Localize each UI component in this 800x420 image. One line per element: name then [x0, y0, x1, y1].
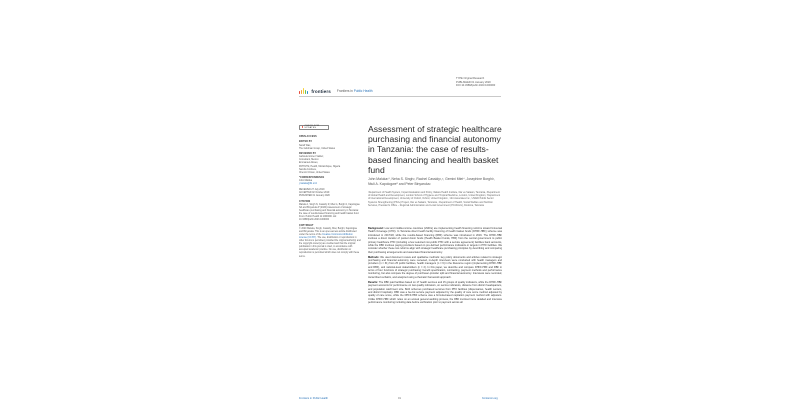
published-date: PUBLISHED 01 January 2020	[299, 195, 330, 198]
logo-bar	[307, 91, 308, 94]
copyright-text	[299, 228, 361, 259]
license-terms: The use, distribution or reproduction in other forums is permitted, provided the original author(s) and the copyright owner(s) are credited and that the original publication in this journal is cited, in accordance with accepted academic practice. No use, distribution or reproduction is permitted which does not comply with these terms.	[299, 236, 361, 258]
methods-text: We used document review and qualitative methods: key policy documents and articles related to strategic purchasing and financial autonomy were reviewed, in-depth interviews were conducted with health managers and providers (n = 31) from 25 public facilities, health managers (n = 6) in the Resource region (implementing DHFF-HBF and RBF), and national-level stakeholders (n = 2). In this paper, we describe and compare DHFF-HBF and RBF in terms of four functions of strategic purchasing: benefit specification, contracting, payment methods and performance monitoring, but also compare the degree of purchaser-provider split and financial autonomy. Interviews were recorded, transcribed verbatim, and analyzed using a thematic framework approach.	[368, 255, 502, 279]
footer-page-number: 01	[398, 397, 401, 400]
header-divider	[299, 96, 501, 97]
journal-header	[299, 88, 373, 94]
check-updates-icon	[302, 126, 304, 128]
accepted-date: ACCEPTED 02 October 2019	[299, 191, 330, 194]
editor-affiliation: The Goldman Group, United States	[299, 147, 336, 150]
methods-label: Methods:	[368, 255, 380, 259]
reviewer-line: Chenzo Climan, United States	[299, 171, 330, 174]
frontiers-logo-icon	[299, 88, 308, 94]
open-access-label: OPEN ACCESS	[299, 136, 317, 138]
editor-name: Sarah Wax,	[299, 144, 311, 147]
check-updates-button[interactable]	[299, 125, 329, 130]
background-text: Low and middle-income countries (LMICs) are implementing health financing reforms toward Universal Health Coverage (UHC). In Tanzania direct health facility financing of health basket funds (DHFF-HBF) scheme was introduced in 2017/18, while the results-based financing (RBF) scheme was introduced in 2016. The DHFF-HBF involves a direct transfer of pooled donor funds (Health Basket Funds, HBF) from the central government to public primary healthcare PHC (including a few selected non-public PHC with a service agreement) facilities bank accounts, while the RBF involves paying providers based on pre-defined performance indicators or targets in PHC facilities. We consider whether these two reforms align with strategic healthcare purchasing principles by describing and comparing their purchasing arrangements and associated financial autonomy.	[368, 227, 502, 254]
reviewer-line: Sandra Cordova,	[299, 168, 317, 171]
abstract	[368, 227, 502, 306]
correspondence-title: *CORRESPONDENCE	[299, 177, 325, 180]
reviewer-line: Emmanuel Akweo,	[299, 162, 319, 165]
footer-site-link[interactable]: frontiersin.org	[482, 397, 498, 400]
affiliations: ¹Department of Health System, Impact Evaluation and Policy, Ifakara Health Institute, Dar es Salaam, Tanzania, ²Department of Global Health and Development, London School of Hygiene and Tropical Medicine, London, United Kingdom, ³Department of International Development, University of Oxford, Oxford, United Kingdom, ⁴Abt Associates Inc., USAID Public Sector Systems Strengthening (PS3+) Project, Dar es Salaam, Tanzania, ⁵Department of Health, Social Welfare and Nutrition Services, President's Office – Regional Administration and Local Government (PO-RALG), Dodoma, Tanzania	[368, 191, 501, 207]
journal-title	[337, 89, 373, 93]
correspondence-email[interactable]: j.maluka@ihi.or.tz	[299, 183, 318, 186]
abstract-background	[368, 227, 502, 254]
copyright-statement: © 2020 Maluka, Singh, Cassidy, Mtei, Borghi, Kapologwe and Binyaruka. This is an open-access article distributed under the terms of the	[299, 227, 358, 236]
author-list: John Maluka¹*, Neha S. Singh², Rachel Cassidy²,³, Gemini Mtei⁴, Josephine Borghi², Ntuli A. Kapologwe⁵ and Peter Binyaruka¹	[368, 177, 495, 186]
abstract-results	[368, 281, 502, 305]
citation-title: CITATION	[299, 200, 311, 203]
background-label: Background:	[368, 227, 384, 230]
footer-journal[interactable]: Frontiers in Public Health	[299, 397, 328, 400]
article-title: Assessment of strategic healthcare purchasing and financial autonomy in Tanzania: the case of results-based financing and health basket fund	[368, 124, 502, 175]
article-meta	[456, 77, 495, 88]
article-type: TYPE Original Research	[456, 77, 485, 80]
logo-text: frontiers	[311, 88, 331, 94]
article-published: PUBLISHED 01 January 2020	[456, 80, 491, 84]
sidebar-info	[299, 136, 361, 261]
article-doi[interactable]: DOI 10.3389/fpubh.2023.1000000	[456, 84, 496, 88]
copyright-title: COPYRIGHT	[299, 224, 314, 227]
reviewer-line: Consultant, Mexico	[299, 159, 319, 162]
correspondence-name: John Maluka	[299, 180, 313, 183]
check-updates-label: CHECK FOR UPDATES	[304, 125, 320, 130]
reviewed-by-title: REVIEWED BY	[299, 153, 317, 156]
abstract-methods	[368, 256, 502, 280]
journal-name[interactable]: Public Health	[353, 89, 373, 93]
reviewer-line: Gabriela Gómez Valdez,	[299, 156, 324, 159]
received-date: RECEIVED 27 July 2019	[299, 188, 325, 191]
citation-text: Maluka J, Singh N, Cassidy R, Mtei G, Borghi J, Kapologwe NA and Binyaruka P (2020) Assessment of strategic healthcare purchasing and financial autonomy in Tanzania: the case of results-based financing and health basket fund. Front. Public Health 11:1000000. doi: 10.3389/fpubh.2023.1000000	[299, 203, 360, 222]
results-label: Results:	[368, 280, 379, 284]
edited-by-title: EDITED BY	[299, 141, 313, 144]
reviewer-line: PATH-PSI, Health, Mozambique, Nigeria	[299, 165, 341, 168]
results-text: The RBF paid facilities based on 17 health services and 15 groups of quality indicators, while the DHFF-HBF payment accounts for performance on two quality indicators, on service indicators, distance from district headquarters, and population catchment size. Both schemes purchased services from PHC facilities (dispensaries, health centers, and district hospitals). RBF was a fee-for-service payment adjusted by the quality of care score method adjusted by quality of care score, while the DHFF-HBF scheme was a formula-based capitation payment method with adjusters. Unlike DHFF-HBF which relies on an annual general auditing process, the RBF involved more detailed and intensive performance monitoring including data before verification prior to payment across all	[368, 280, 502, 305]
journal-prefix: Frontiers in	[336, 89, 353, 93]
license-link[interactable]: Creative Commons Attribution License (CC BY).	[299, 233, 353, 239]
